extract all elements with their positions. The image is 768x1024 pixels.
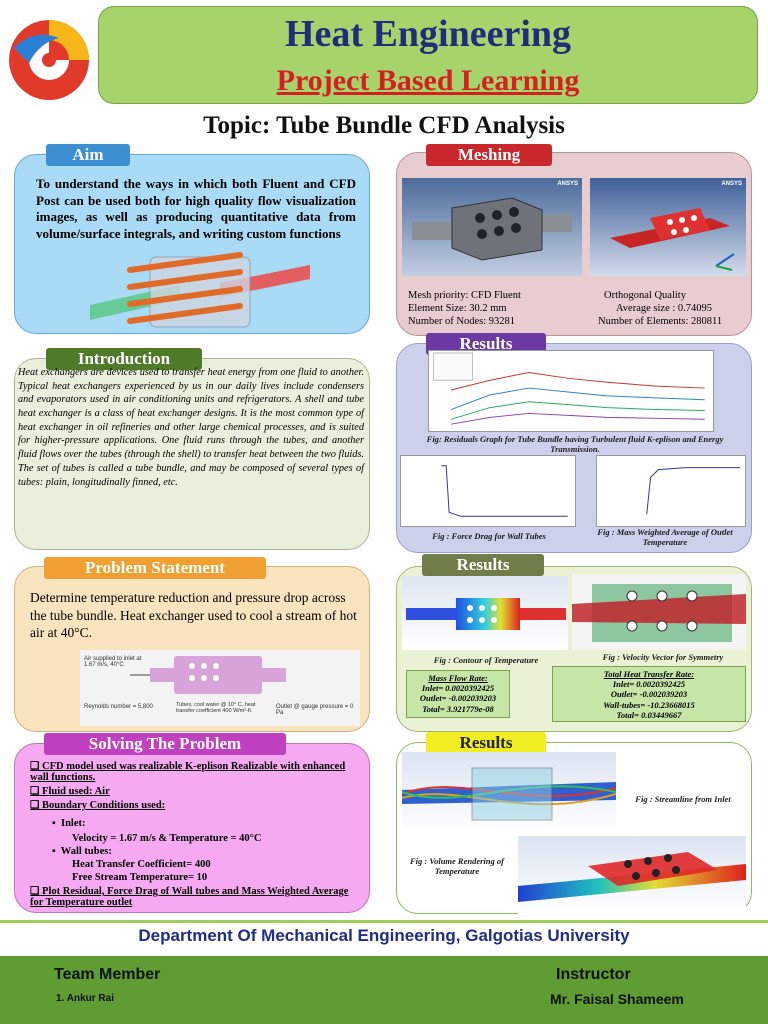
diagram-reynolds-label: Reynolds number = 5,800 [84, 704, 153, 710]
mass-flow-total: Total= 3.921779e-08 [422, 703, 494, 714]
heat-transfer-outlet: Outlet= -0.002039203 [610, 689, 688, 700]
poster-title: Heat Engineering [284, 13, 572, 55]
mass-flow-outlet: Outlet= -0.002039203 [419, 693, 497, 704]
introduction-text: Heat exchangers are devices used to transfer heat energy from one fluid to another. Typical heat exchangers experienced by us in our daily lives include condensers and evaporators used in air conditioning units and refrigerators. A shell and tube heat exchanger is a class of heat exchanger designs. It is the most common type of heat exchanger in oil refineries and other large chemical processes, and is suited for higher-pressure applications. One fluid runs through the tubes, and another fluid flows over the tubes (through the shell) to transfer heat between the two fluids. The set of tubes is called a tube bundle, and may be composed of several types of tubes: plain, longitudinally finned, etc. [18, 367, 364, 488]
heat-transfer-box [552, 666, 746, 722]
solving-label: Solving The Problem [44, 733, 286, 755]
boundary-brand: ANSYS [721, 181, 742, 187]
problem-label: Problem Statement [44, 557, 266, 579]
solving-boundary: ❑ Boundary Conditions used: [30, 800, 166, 811]
mesh-element-size: Element Size: 30.2 mm [408, 303, 507, 314]
department-name: Department Of Mechanical Engineering, Galgotias University [138, 926, 630, 945]
residuals-caption: Fig: Residuals Graph for Tube Bundle having Turbulent fluid K-eplison and Energy Transmission. [426, 434, 724, 454]
solving-wall: ▪ Wall tubes: [52, 846, 112, 857]
mass-weighted-caption: Fig : Mass Weighted Average of Outlet Temperature [597, 527, 733, 547]
force-drag-graph [400, 455, 576, 527]
problem-text: Determine temperature reduction and pressure drop across the tube bundle. Heat exchanger used to cool a stream of hot air at 40°C. [30, 590, 357, 641]
team-member: 1. Ankur Rai [56, 993, 114, 1004]
force-drag-caption: Fig : Force Drag for Wall Tubes [432, 531, 546, 541]
streamline-caption: Fig : Streamline from Inlet [635, 794, 731, 804]
residuals-graph [428, 350, 714, 432]
mesh-quality: Orthogonal Quality [604, 290, 686, 301]
problem-diagram [80, 650, 360, 726]
results-label-1: Results [426, 333, 546, 355]
solving-plots: ❑ Plot Residual, Force Drag of Wall tubes and Mass Weighted Average for Temperature outlet [30, 886, 349, 908]
solving-fluid: ❑ Fluid used: Air [30, 786, 110, 797]
mesh-brand: ANSYS [557, 181, 578, 187]
solving-wall-temp: Free Stream Temperature= 10 [72, 872, 208, 883]
velocity-vector-image [572, 574, 746, 650]
heat-transfer-total: Total= 0.03449667 [616, 709, 682, 720]
mesh-image [402, 178, 582, 276]
temperature-contour-image [402, 576, 568, 650]
heat-transfer-wall: Wall-tubes= -10.23668015 [603, 699, 695, 710]
topic-heading: Topic: Tube Bundle CFD Analysis [203, 112, 565, 139]
solving-inlet: ▪ Inlet: [52, 818, 86, 829]
aim-label: Aim [46, 144, 130, 166]
volume-rendering-image [518, 836, 746, 914]
mesh-average-size: Average size : 0.74095 [616, 303, 713, 314]
streamline-image [402, 752, 616, 834]
mesh-priority: Mesh priority: CFD Fluent [408, 290, 521, 301]
mass-flow-box [406, 670, 510, 718]
poster-subtitle: Project Based Learning [276, 64, 580, 97]
solving-inlet-value: Velocity = 1.67 m/s & Temperature = 40°C [72, 833, 262, 844]
diagram-tubes-label: Tubes, cool water @ 10° C, heat transfer coefficient 400 W/m²-K [176, 702, 256, 715]
results-label-2: Results [422, 554, 544, 576]
mass-flow-inlet: Inlet= 0.0020392425 [421, 683, 495, 694]
solving-wall-htc: Heat Transfer Coefficient= 400 [72, 859, 211, 870]
mesh-elements: Number of Elements: 280811 [598, 316, 723, 327]
diagram-air-label: Air supplied to inlet at 1.67 m/s, 40°C [84, 656, 142, 668]
mass-flow-title: Mass Flow Rate: [428, 673, 488, 683]
velocity-caption: Fig : Velocity Vector for Symmetry [602, 652, 724, 662]
results-label-3: Results [426, 732, 546, 754]
diagram-outlet-label: Outlet @ gauge pressure = 0 Pa [276, 704, 354, 716]
volume-caption: Fig : Volume Rendering of Temperature [410, 856, 504, 876]
instructor-name: Mr. Faisal Shameem [550, 991, 684, 1007]
solving-model: ❑ CFD model used was realizable K-eplison Realizable with enhanced wall functions. [30, 761, 346, 783]
university-logo [4, 8, 94, 108]
introduction-label: Introduction [46, 348, 202, 370]
mass-weighted-graph [596, 455, 746, 527]
heat-transfer-inlet: Inlet= 0.0020392425 [612, 679, 686, 690]
instructor-label: Instructor [556, 966, 631, 983]
team-label: Team Member [54, 966, 161, 983]
mesh-nodes: Number of Nodes: 93281 [408, 316, 516, 327]
contour-caption: Fig : Contour of Temperature [433, 655, 539, 665]
meshing-label: Meshing [426, 144, 552, 166]
heat-transfer-title: Total Heat Transfer Rate: [603, 669, 695, 679]
boundary-image [590, 178, 746, 276]
aim-text: To understand the ways in which both Fluent and CFD Post can be used both for high quality flow visualization images, as well as producing quantitative data from volume/surface integrals, and writing custom functions [36, 176, 356, 241]
tube-bundle-illustration [90, 245, 310, 333]
